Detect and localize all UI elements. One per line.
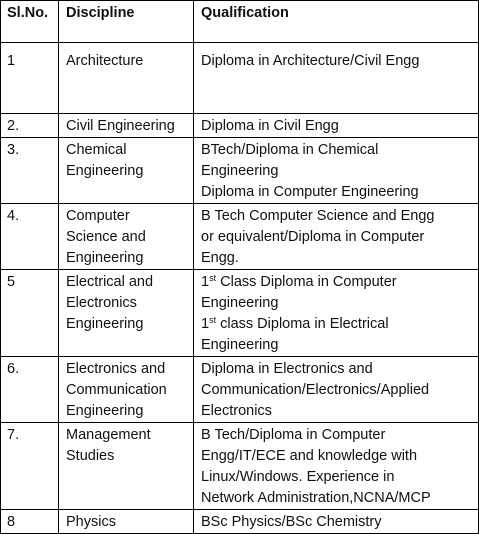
qualification-line: Engineering: [201, 295, 279, 311]
qualification-line: Communication/Electronics/Applied: [201, 382, 430, 398]
cell-qualification: [194, 357, 479, 423]
cell-sl-no: 2.: [1, 114, 59, 138]
table-row: [1, 204, 479, 270]
qualification-line: 1st class Diploma in Electrical: [201, 315, 389, 332]
cell-sl-no: 1: [1, 43, 59, 114]
qualification-line: Engg.: [201, 250, 239, 266]
cell-sl-no: 3.: [1, 138, 59, 204]
qualification-line: Diploma in Architecture/Civil Engg: [201, 53, 420, 69]
header-discipline: Discipline: [59, 1, 194, 43]
discipline-line: Electronics: [66, 295, 137, 311]
discipline-line: Electronics and: [66, 361, 166, 377]
discipline-line: Science and: [66, 229, 146, 245]
discipline-line: Engineering: [66, 250, 144, 266]
discipline-line: Chemical: [66, 142, 127, 158]
discipline-line: Computer: [66, 208, 130, 224]
qualification-line: BSc Physics/BSc Chemistry: [201, 514, 382, 530]
qualification-line: Engineering: [201, 337, 279, 353]
qualification-line: Electronics: [201, 403, 272, 419]
discipline-line: Engineering: [66, 403, 144, 419]
cell-sl-no: 5: [1, 270, 59, 357]
qualification-line: Diploma in Computer Engineering: [201, 184, 419, 200]
cell-qualification: [194, 114, 479, 138]
discipline-line: Engineering: [66, 316, 144, 332]
qualification-line: Linux/Windows. Experience in: [201, 469, 395, 485]
discipline-line: Physics: [66, 514, 116, 530]
table-row: [1, 510, 479, 534]
discipline-line: Civil Engineering: [66, 118, 175, 134]
qualification-line: B Tech Computer Science and Engg: [201, 208, 435, 224]
table-row: [1, 43, 479, 114]
cell-discipline: [59, 510, 194, 534]
table-row: [1, 423, 479, 510]
qualification-line: Diploma in Electronics and: [201, 361, 373, 377]
qualification-line: BTech/Diploma in Chemical: [201, 142, 379, 158]
cell-qualification: [194, 204, 479, 270]
qualification-line: Engg/IT/ECE and knowledge with: [201, 448, 418, 464]
discipline-line: Electrical and: [66, 274, 154, 290]
discipline-line: Architecture: [66, 53, 144, 69]
qualification-line: or equivalent/Diploma in Computer: [201, 229, 425, 245]
qualification-line: Engineering: [201, 163, 279, 179]
cell-qualification: [194, 270, 479, 357]
table-row: [1, 357, 479, 423]
header-qualification: Qualification: [194, 1, 479, 43]
table-header-row: [1, 1, 479, 43]
cell-qualification: [194, 43, 479, 114]
cell-qualification: [194, 423, 479, 510]
qualification-line: Diploma in Civil Engg: [201, 118, 339, 134]
cell-sl-no: 6.: [1, 357, 59, 423]
table-row: [1, 114, 479, 138]
cell-discipline: [59, 43, 194, 114]
cell-qualification: [194, 138, 479, 204]
table-row: [1, 270, 479, 357]
cell-qualification: [194, 510, 479, 534]
cell-sl-no: 4.: [1, 204, 59, 270]
discipline-line: Management: [66, 427, 151, 443]
cell-sl-no: 7.: [1, 423, 59, 510]
cell-discipline: [59, 357, 194, 423]
cell-discipline: [59, 138, 194, 204]
table-row: [1, 138, 479, 204]
cell-discipline: [59, 270, 194, 357]
cell-discipline: [59, 204, 194, 270]
qualification-line: Network Administration,NCNA/MCP: [201, 490, 431, 506]
qualification-line: B Tech/Diploma in Computer: [201, 427, 386, 443]
discipline-line: Engineering: [66, 163, 144, 179]
cell-discipline: [59, 114, 194, 138]
cell-discipline: [59, 423, 194, 510]
header-sl-no: Sl.No.: [1, 1, 59, 43]
discipline-line: Communication: [66, 382, 167, 398]
discipline-line: Studies: [66, 448, 115, 464]
cell-sl-no: 8: [1, 510, 59, 534]
qualification-line: 1st Class Diploma in Computer: [201, 273, 397, 290]
